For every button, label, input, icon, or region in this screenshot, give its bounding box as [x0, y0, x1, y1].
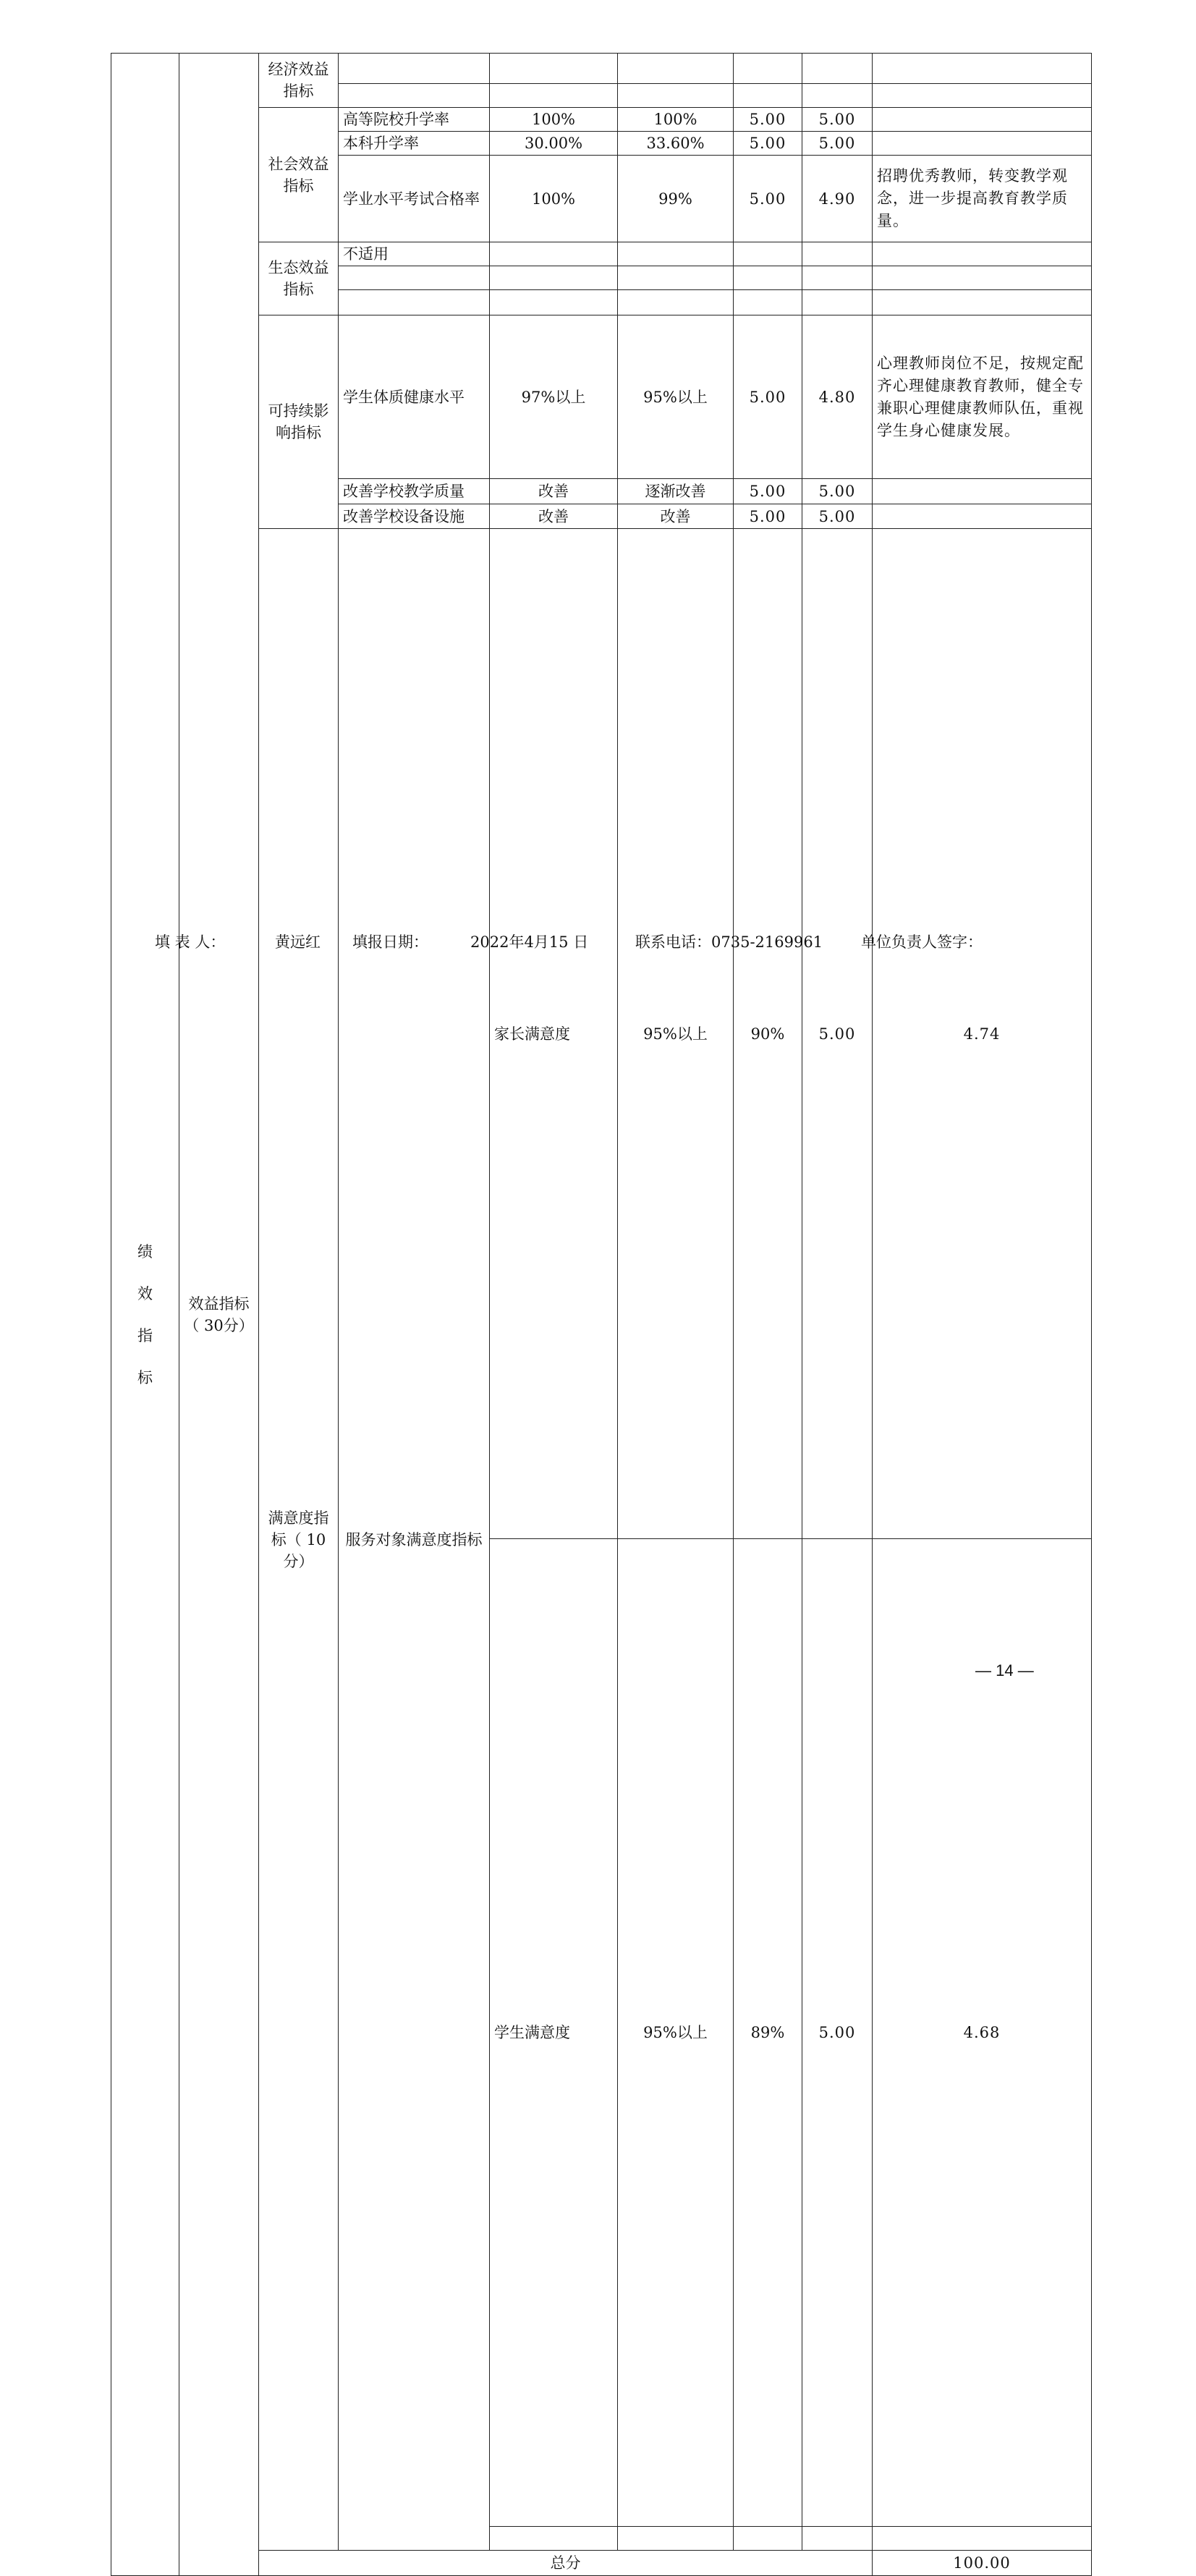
- table-cell: [802, 290, 873, 315]
- page-number: — 14 —: [975, 1661, 1034, 1679]
- table-cell: [802, 54, 873, 84]
- table-cell: [734, 242, 802, 266]
- contact-phone: 联系电话：0735-2169961: [635, 933, 823, 951]
- first-level-indicator-cell: [111, 54, 179, 2576]
- first-level-char: 指: [137, 1326, 153, 1344]
- table-cell: [873, 242, 1092, 266]
- indicator-name: 高等院校升学率: [339, 108, 490, 132]
- target-value: 100%: [490, 156, 618, 242]
- sustainable-impact-label: 可持续影响指标: [259, 315, 339, 529]
- indicator-name: 改善学校设备设施: [339, 504, 490, 529]
- table-cell: [490, 266, 618, 290]
- first-level-char: 绩: [137, 1242, 153, 1261]
- total-label: 总分: [259, 2551, 873, 2576]
- target-value: 改善: [490, 504, 618, 529]
- remark: [873, 504, 1092, 529]
- filler-label: 填 表 人：: [155, 933, 226, 951]
- table-cell: [802, 266, 873, 290]
- actual-value: 89%: [734, 1539, 802, 2527]
- performance-table: [111, 53, 1092, 2576]
- indicator-name: 本科升学率: [339, 132, 490, 156]
- target-value: 改善: [490, 479, 618, 504]
- indicator-name: 家长满意度: [490, 529, 618, 1539]
- total-row: [111, 2551, 1092, 2576]
- remark: 心理教师岗位不足，按规定配齐心理健康教育教师，健全专兼职心理健康教师队伍，重视学生身心健康发展。: [873, 315, 1092, 479]
- table-cell: [339, 290, 490, 315]
- score-value: 5.00: [802, 504, 873, 529]
- actual-value: 90%: [734, 529, 802, 1539]
- table-cell: [873, 266, 1092, 290]
- indicator-name: 不适用: [339, 242, 490, 266]
- table-row: [111, 108, 1092, 132]
- table-cell: [490, 242, 618, 266]
- score-value: 5.00: [802, 132, 873, 156]
- first-level-char: 效: [137, 1284, 153, 1302]
- actual-value: 99%: [618, 156, 734, 242]
- table-cell: [490, 2527, 618, 2551]
- table-cell: [734, 54, 802, 84]
- table-cell: [339, 54, 490, 84]
- indicator-name: 改善学校教学质量: [339, 479, 490, 504]
- weight-value: 5.00: [734, 479, 802, 504]
- table-cell: [618, 266, 734, 290]
- signature-label: 单位负责人签字：: [861, 933, 983, 951]
- table-cell: [873, 290, 1092, 315]
- filler-name: 黄远红: [275, 933, 321, 951]
- table-cell: [734, 2527, 802, 2551]
- table-cell: [873, 2527, 1092, 2551]
- indicator-name: 学业水平考试合格率: [339, 156, 490, 242]
- actual-value: 100%: [618, 108, 734, 132]
- table-cell: [618, 290, 734, 315]
- social-benefit-label: 社会效益指标: [259, 108, 339, 242]
- weight-value: 5.00: [734, 156, 802, 242]
- table-cell: [802, 84, 873, 108]
- actual-value: 逐渐改善: [618, 479, 734, 504]
- table-row: [111, 529, 1092, 1539]
- weight-value: 5.00: [802, 529, 873, 1539]
- first-level-char: 标: [137, 1368, 153, 1386]
- economic-benefit-label: 经济效益指标: [259, 54, 339, 108]
- indicator-name: 学生体质健康水平: [339, 315, 490, 479]
- benefit-indicator-group: 效益指标（ 30分）: [179, 54, 259, 2576]
- score-value: 4.80: [802, 315, 873, 479]
- table-cell: [802, 242, 873, 266]
- target-value: 95%以上: [618, 529, 734, 1539]
- remark: [873, 108, 1092, 132]
- form-footer: [0, 928, 1196, 957]
- total-weight: 100.00: [873, 2551, 1092, 2576]
- weight-value: 5.00: [734, 315, 802, 479]
- actual-value: 95%以上: [618, 315, 734, 479]
- weight-value: 5.00: [734, 108, 802, 132]
- table-cell: [339, 266, 490, 290]
- table-cell: [802, 2527, 873, 2551]
- remark: [873, 479, 1092, 504]
- indicator-name: 学生满意度: [490, 1539, 618, 2527]
- actual-value: 改善: [618, 504, 734, 529]
- table-cell: [490, 84, 618, 108]
- score-value: 4.90: [802, 156, 873, 242]
- target-value: 97%以上: [490, 315, 618, 479]
- score-value: 5.00: [802, 479, 873, 504]
- table-cell: [873, 54, 1092, 84]
- target-value: 95%以上: [618, 1539, 734, 2527]
- weight-value: 5.00: [734, 132, 802, 156]
- score-value: 4.68: [873, 1539, 1092, 2527]
- table-cell: [490, 54, 618, 84]
- fill-date-value: 2022年4月15 日: [470, 933, 589, 951]
- score-value: 4.74: [873, 529, 1092, 1539]
- table-cell: [734, 266, 802, 290]
- score-value: 5.00: [802, 108, 873, 132]
- target-value: 30.00%: [490, 132, 618, 156]
- table-row: [111, 242, 1092, 266]
- table-cell: [734, 84, 802, 108]
- remark: 招聘优秀教师，转变教学观念，进一步提高教育教学质量。: [873, 156, 1092, 242]
- table-cell: [618, 2527, 734, 2551]
- remark: [873, 132, 1092, 156]
- table-cell: [618, 84, 734, 108]
- table-row: [111, 315, 1092, 479]
- service-satisfaction-label: 服务对象满意度指标: [339, 529, 490, 2551]
- table-cell: [734, 290, 802, 315]
- table-cell: [873, 84, 1092, 108]
- target-value: 100%: [490, 108, 618, 132]
- satisfaction-indicator-group: 满意度指标（ 10分）: [259, 529, 339, 2551]
- table-cell: [490, 290, 618, 315]
- table-cell: [339, 84, 490, 108]
- ecological-benefit-label: 生态效益指标: [259, 242, 339, 315]
- weight-value: 5.00: [802, 1539, 873, 2527]
- actual-value: 33.60%: [618, 132, 734, 156]
- table-cell: [618, 242, 734, 266]
- fill-date-label: 填报日期：: [352, 933, 428, 951]
- weight-value: 5.00: [734, 504, 802, 529]
- table-cell: [618, 54, 734, 84]
